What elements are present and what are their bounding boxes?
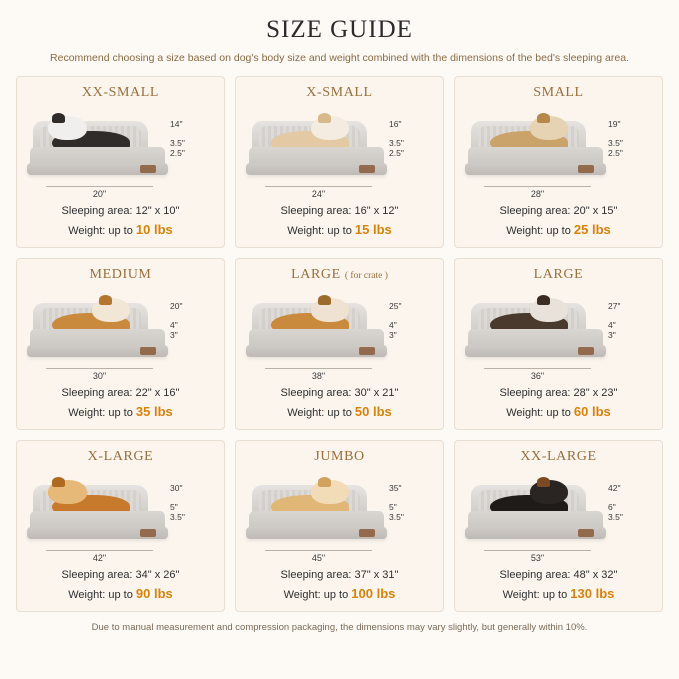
bed-figure xyxy=(25,103,216,201)
weight-prefix: Weight: up to xyxy=(287,406,355,419)
size-card xyxy=(16,440,225,612)
dimension-labels xyxy=(608,109,654,159)
brand-tag xyxy=(359,165,375,173)
weight-line xyxy=(463,220,654,240)
weight-prefix: Weight: up to xyxy=(287,224,355,237)
size-card xyxy=(235,76,444,248)
card-size-name: X-SMALL xyxy=(306,85,373,100)
weight-prefix: Weight: up to xyxy=(283,588,352,601)
size-card-grid xyxy=(16,76,663,612)
width-rule xyxy=(46,368,153,369)
brand-tag xyxy=(359,529,375,537)
width-rule xyxy=(265,550,372,551)
width-rule xyxy=(46,186,153,187)
sleeping-area-line: Sleeping area: 22" x 16" xyxy=(61,387,180,399)
size-card xyxy=(454,258,663,430)
size-card xyxy=(235,258,444,430)
weight-line xyxy=(25,584,216,604)
bed-figure xyxy=(25,285,216,383)
dimension-labels xyxy=(608,473,654,523)
dimension-width: 24" xyxy=(311,189,326,199)
weight-line xyxy=(244,220,435,240)
dimension-height: 20" xyxy=(170,301,183,311)
card-specs xyxy=(244,567,435,603)
brand-tag xyxy=(140,165,156,173)
page-title: SIZE GUIDE xyxy=(266,16,413,43)
page-subtitle: Recommend choosing a size based on dog's body size and weight combined with the dimensions of the bed's sleeping area. xyxy=(50,52,629,64)
size-card xyxy=(454,76,663,248)
sleeping-area-line: Sleeping area: 34" x 26" xyxy=(61,569,180,581)
dimension-mid: 3.5" xyxy=(389,137,404,148)
dimension-width: 38" xyxy=(311,371,326,381)
dimension-height: 30" xyxy=(170,483,183,493)
size-card xyxy=(16,258,225,430)
dimension-width-wrap xyxy=(463,550,612,563)
card-size-note: ( for crate ) xyxy=(344,271,388,281)
dog-ear xyxy=(537,295,550,304)
dimension-low: 3.5" xyxy=(170,512,185,523)
card-title xyxy=(463,449,654,465)
size-card xyxy=(235,440,444,612)
weight-value: 60 lbs xyxy=(573,403,611,419)
weight-value: 90 lbs xyxy=(135,585,173,601)
card-size-name: X-LARGE xyxy=(87,449,154,464)
weight-value: 130 lbs xyxy=(570,585,615,601)
dimension-labels xyxy=(389,291,435,341)
weight-value: 50 lbs xyxy=(354,403,392,419)
card-title xyxy=(244,85,435,101)
brand-tag xyxy=(359,347,375,355)
width-rule xyxy=(46,550,153,551)
dimension-width: 30" xyxy=(92,371,107,381)
bed-figure xyxy=(244,467,435,565)
weight-line xyxy=(25,220,216,240)
dimension-width: 28" xyxy=(530,189,545,199)
dimension-width-wrap xyxy=(25,368,174,381)
dimension-labels xyxy=(170,109,216,159)
card-title xyxy=(25,85,216,101)
weight-value: 35 lbs xyxy=(135,403,173,419)
size-card xyxy=(454,440,663,612)
dimension-low: 2.5" xyxy=(170,148,185,159)
card-size-name: JUMBO xyxy=(314,449,365,464)
dimension-width-wrap xyxy=(244,368,393,381)
dog-ear xyxy=(318,295,331,304)
weight-line xyxy=(25,402,216,422)
dog-ear xyxy=(537,477,550,486)
card-specs xyxy=(244,385,435,421)
dog-bed-illustration xyxy=(465,289,612,365)
dimension-mid: 6" xyxy=(608,501,616,512)
card-specs xyxy=(463,203,654,239)
bed-figure xyxy=(463,467,654,565)
sleeping-area-line: Sleeping area: 30" x 21" xyxy=(280,387,399,399)
card-specs xyxy=(25,567,216,603)
dimension-height: 19" xyxy=(608,119,621,129)
dimension-width-wrap xyxy=(25,550,174,563)
sleeping-area-line: Sleeping area: 48" x 32" xyxy=(499,569,618,581)
card-size-name: XX-SMALL xyxy=(81,85,160,100)
dimension-mid: 3.5" xyxy=(170,137,185,148)
bed-figure xyxy=(244,103,435,201)
bed-figure xyxy=(25,467,216,565)
dimension-mid: 3.5" xyxy=(608,137,623,148)
dimension-low: 3" xyxy=(389,330,397,341)
dimension-width: 45" xyxy=(311,553,326,563)
weight-line xyxy=(244,584,435,604)
dimension-low: 3" xyxy=(170,330,178,341)
dog-bed-illustration xyxy=(246,289,393,365)
dog-bed-illustration xyxy=(27,289,174,365)
card-specs xyxy=(463,567,654,603)
card-specs xyxy=(463,385,654,421)
weight-value: 10 lbs xyxy=(135,221,173,237)
dimension-height: 16" xyxy=(389,119,402,129)
dog-bed-illustration xyxy=(465,107,612,183)
dimension-labels xyxy=(170,291,216,341)
card-title xyxy=(25,449,216,465)
dog-ear xyxy=(99,295,112,304)
sleeping-area-line: Sleeping area: 37" x 31" xyxy=(280,569,399,581)
card-title xyxy=(463,85,654,101)
dog-bed-illustration xyxy=(27,471,174,547)
width-rule xyxy=(265,368,372,369)
card-specs xyxy=(25,203,216,239)
weight-prefix: Weight: up to xyxy=(506,406,574,419)
dimension-mid: 5" xyxy=(389,501,397,512)
dog-bed-illustration xyxy=(246,471,393,547)
dog-ear xyxy=(52,113,65,122)
size-card xyxy=(16,76,225,248)
dog-bed-illustration xyxy=(27,107,174,183)
dog-ear xyxy=(537,113,550,122)
dimension-height: 27" xyxy=(608,301,621,311)
brand-tag xyxy=(578,347,594,355)
dimension-mid: 4" xyxy=(170,319,178,330)
width-rule xyxy=(484,550,591,551)
dog-bed-illustration xyxy=(246,107,393,183)
dimension-width-wrap xyxy=(25,186,174,199)
width-rule xyxy=(484,186,591,187)
dimension-width: 36" xyxy=(530,371,545,381)
dimension-mid: 4" xyxy=(608,319,616,330)
card-title xyxy=(463,267,654,283)
dimension-width-wrap xyxy=(244,550,393,563)
card-specs xyxy=(244,203,435,239)
dimension-labels xyxy=(608,291,654,341)
dimension-height: 14" xyxy=(170,119,183,129)
sleeping-area-line: Sleeping area: 28" x 23" xyxy=(499,387,618,399)
dimension-low: 2.5" xyxy=(608,148,623,159)
card-size-name: LARGE xyxy=(291,267,341,282)
card-specs xyxy=(25,385,216,421)
weight-prefix: Weight: up to xyxy=(68,406,136,419)
dog-ear xyxy=(318,113,331,122)
weight-line xyxy=(463,584,654,604)
dog-bed-illustration xyxy=(465,471,612,547)
dimension-height: 42" xyxy=(608,483,621,493)
card-size-name: SMALL xyxy=(533,85,584,100)
weight-line xyxy=(463,402,654,422)
dimension-width: 20" xyxy=(92,189,107,199)
dimension-labels xyxy=(389,473,435,523)
dimension-width: 53" xyxy=(530,553,545,563)
weight-prefix: Weight: up to xyxy=(68,224,136,237)
dimension-low: 3.5" xyxy=(389,512,404,523)
dimension-mid: 4" xyxy=(389,319,397,330)
bed-figure xyxy=(463,285,654,383)
weight-prefix: Weight: up to xyxy=(502,588,571,601)
dog-ear xyxy=(318,477,331,486)
bed-figure xyxy=(463,103,654,201)
dimension-labels xyxy=(170,473,216,523)
dimension-width-wrap xyxy=(463,186,612,199)
sleeping-area-line: Sleeping area: 20" x 15" xyxy=(499,205,618,217)
dimension-low: 3" xyxy=(608,330,616,341)
sleeping-area-line: Sleeping area: 12" x 10" xyxy=(61,205,180,217)
weight-prefix: Weight: up to xyxy=(68,588,136,601)
dimension-low: 2.5" xyxy=(389,148,404,159)
weight-prefix: Weight: up to xyxy=(506,224,574,237)
dimension-mid: 5" xyxy=(170,501,178,512)
brand-tag xyxy=(578,165,594,173)
weight-value: 100 lbs xyxy=(351,585,396,601)
bed-figure xyxy=(244,285,435,383)
card-title xyxy=(25,267,216,283)
brand-tag xyxy=(578,529,594,537)
dimension-width-wrap xyxy=(244,186,393,199)
footer-note: Due to manual measurement and compression packaging, the dimensions may vary slightly, but generally within 10%. xyxy=(91,622,588,633)
weight-value: 15 lbs xyxy=(354,221,392,237)
dimension-width: 42" xyxy=(92,553,107,563)
card-size-name: LARGE xyxy=(533,267,584,282)
card-size-name: MEDIUM xyxy=(89,267,152,282)
dimension-low: 3.5" xyxy=(608,512,623,523)
dog-ear xyxy=(52,477,65,486)
dimension-height: 35" xyxy=(389,483,402,493)
weight-line xyxy=(244,402,435,422)
weight-value: 25 lbs xyxy=(573,221,611,237)
brand-tag xyxy=(140,529,156,537)
card-title xyxy=(244,267,435,283)
dimension-labels xyxy=(389,109,435,159)
brand-tag xyxy=(140,347,156,355)
card-size-name: XX-LARGE xyxy=(520,449,597,464)
dimension-height: 25" xyxy=(389,301,402,311)
sleeping-area-line: Sleeping area: 16" x 12" xyxy=(280,205,399,217)
width-rule xyxy=(265,186,372,187)
card-title xyxy=(244,449,435,465)
dimension-width-wrap xyxy=(463,368,612,381)
width-rule xyxy=(484,368,591,369)
